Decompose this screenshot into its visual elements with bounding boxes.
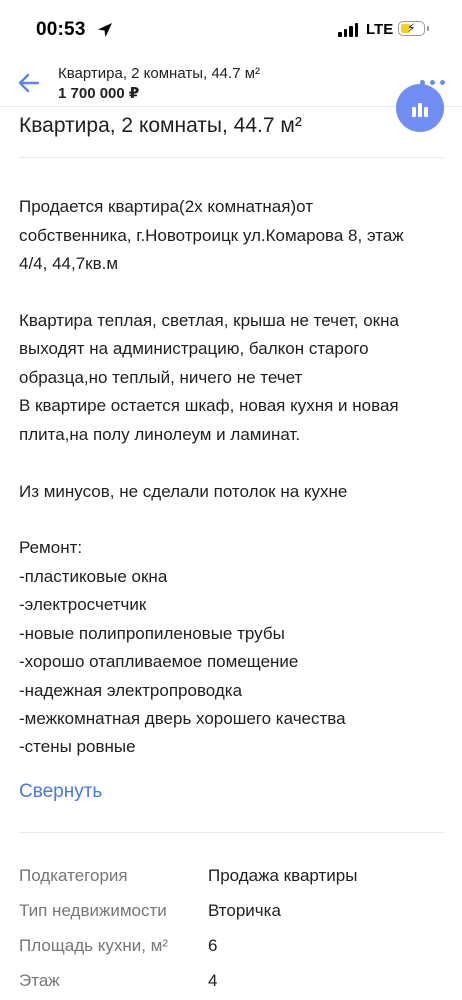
param-label-kitchen-area: Площадь кухни, м² — [19, 936, 169, 955]
param-label-floor: Этаж — [19, 971, 60, 990]
description-line: Из минусов, не сделали потолок на кухне — [19, 482, 348, 501]
description-line: -электросчетчик — [19, 595, 147, 614]
collapse-description-link[interactable]: Свернуть — [19, 781, 103, 802]
param-label-property-type: Тип недвижимости — [19, 901, 167, 920]
description-line: -пластиковые окна — [19, 567, 168, 586]
param-value-floor: 4 — [208, 971, 218, 990]
status-bar — [0, 0, 462, 60]
description-line: образца,но теплый, ничего не течет — [19, 368, 303, 387]
param-label-subcategory: Подкатегория — [19, 866, 128, 885]
description-line: -межкомнатная дверь хорошего качества — [19, 709, 346, 728]
description-line: Квартира теплая, светлая, крыша не течет, окна — [19, 311, 399, 330]
description-line: Ремонт: — [19, 538, 83, 557]
nav-title: Квартира, 2 комнаты, 44.7 м² — [58, 65, 261, 82]
signal-bars-icon — [338, 23, 362, 37]
nav-price: 1 700 000 ₽ — [58, 85, 140, 102]
description-line: выходят на администрацию, балкон старого — [19, 339, 369, 358]
description-line: В квартире остается шкаф, новая кухня и новая — [19, 396, 399, 415]
description-line: -стены ровные — [19, 737, 136, 756]
network-type: LTE — [366, 21, 394, 38]
param-value-property-type: Вторичка — [208, 901, 281, 920]
description-line: плита,на полу линолеум и ламинат. — [19, 425, 301, 444]
description-line: собственника, г.Новотроицк ул.Комарова 8, этаж — [19, 226, 404, 245]
status-time: 00:53 — [36, 19, 86, 40]
battery-charging-icon: ⚡ — [398, 21, 425, 36]
listing-title: Квартира, 2 комнаты, 44.7 м² — [19, 114, 302, 137]
param-value-subcategory: Продажа квартиры — [208, 866, 358, 885]
battery-tip — [427, 26, 429, 31]
title-divider — [19, 157, 443, 158]
stats-fab-button[interactable] — [396, 84, 444, 132]
param-value-kitchen-area: 6 — [208, 936, 218, 955]
description-line: -надежная электропроводка — [19, 681, 243, 700]
description-line: -новые полипропиленовые трубы — [19, 624, 285, 643]
params-divider — [19, 832, 443, 833]
description-line: Продается квартира(2х комнатная)от — [19, 197, 313, 216]
top-navigation-bar — [0, 60, 462, 107]
description-line: 4/4, 44,7кв.м — [19, 254, 119, 273]
location-arrow-icon — [97, 22, 113, 38]
arrow-left-icon[interactable] — [14, 68, 44, 98]
description-line: -хорошо отапливаемое помещение — [19, 652, 299, 671]
